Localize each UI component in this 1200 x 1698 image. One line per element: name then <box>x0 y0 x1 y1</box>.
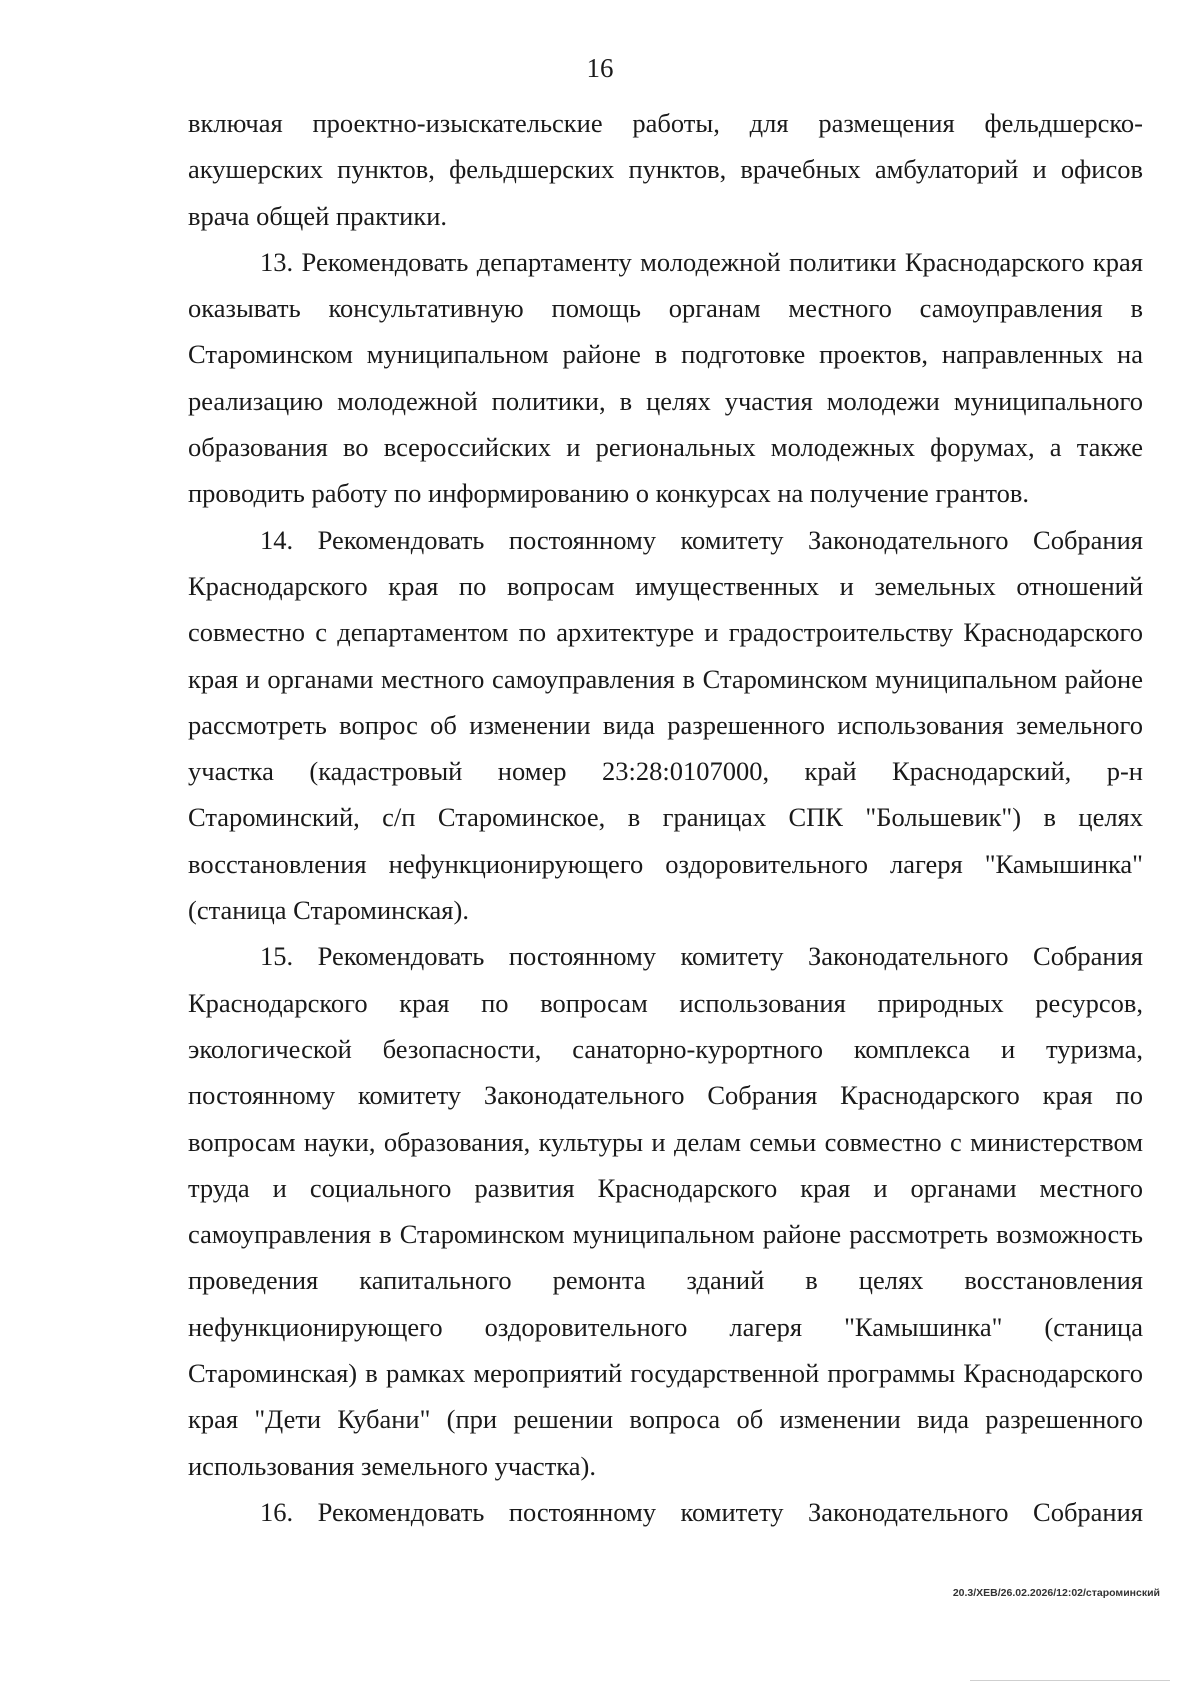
paragraph-item-15: 15. Рекомендовать постоянному комитету Законодательного Собрания Краснодарского края по вопросам использования природных ресурсов, экологической безопасности, санаторно-курортного комплекса и туризма, постоянному комитету Законодательного Собрания Краснодарского края по вопросам науки, образования, культуры и делам семьи совместно с министерством труда и социального развития Краснодарского края и органами местного самоуправления в Староминском муниципальном районе рассмотреть возможность проведения капитального ремонта зданий в целях восстановления нефункционирующего оздоровительного лагеря "Камышинка" (станица Староминская) в рамках мероприятий государственной программы Краснодарского края "Дети Кубани" (при решении вопроса об изменении вида разрешенного использования земельного участка). <box>188 941 1143 1481</box>
paragraph-continuation: включая проектно-изыскательские работы, для размещения фельдшерско-акушерских пунктов, фельдшерских пунктов, врачебных амбулаторий и офисов врача общей практики. <box>188 108 1143 231</box>
document-registration-code: 20.3/ХЕВ/26.02.2026/12:02/староминский <box>952 1587 1160 1599</box>
paragraph-item-16: 16. Рекомендовать постоянному комитету Законодательного Собрания <box>260 1496 1143 1527</box>
paragraph-item-14: 14. Рекомендовать постоянному комитету Законодательного Собрания Краснодарского края по вопросам имущественных и земельных отношений совместно с департаментом по архитектуре и градостроительству Краснодарского края и органами местного самоуправления в Староминском муниципальном районе рассмотреть вопрос об изменении вида разрешенного использования земельного участка (кадастровый номер 23:28:0107000, край Краснодарский, р-н Староминский, с/п Староминское, в границах СПК "Большевик") в целях восстановления нефункционирующего оздоровительного лагеря "Камышинка" (станица Староминская). <box>188 524 1143 926</box>
document-body <box>188 100 1143 1535</box>
footer-divider <box>970 1680 1170 1681</box>
paragraph-item-13: 13. Рекомендовать департаменту молодежной политики Краснодарского края оказывать консультативную помощь органам местного самоуправления в Староминском муниципальном районе в подготовке проектов, направленных на реализацию молодежной политики, в целях участия молодежи муниципального образования во всероссийских и региональных молодежных форумах, а также проводить работу по информированию о конкурсах на получение грантов. <box>188 246 1143 509</box>
page-number: 16 <box>586 53 614 83</box>
